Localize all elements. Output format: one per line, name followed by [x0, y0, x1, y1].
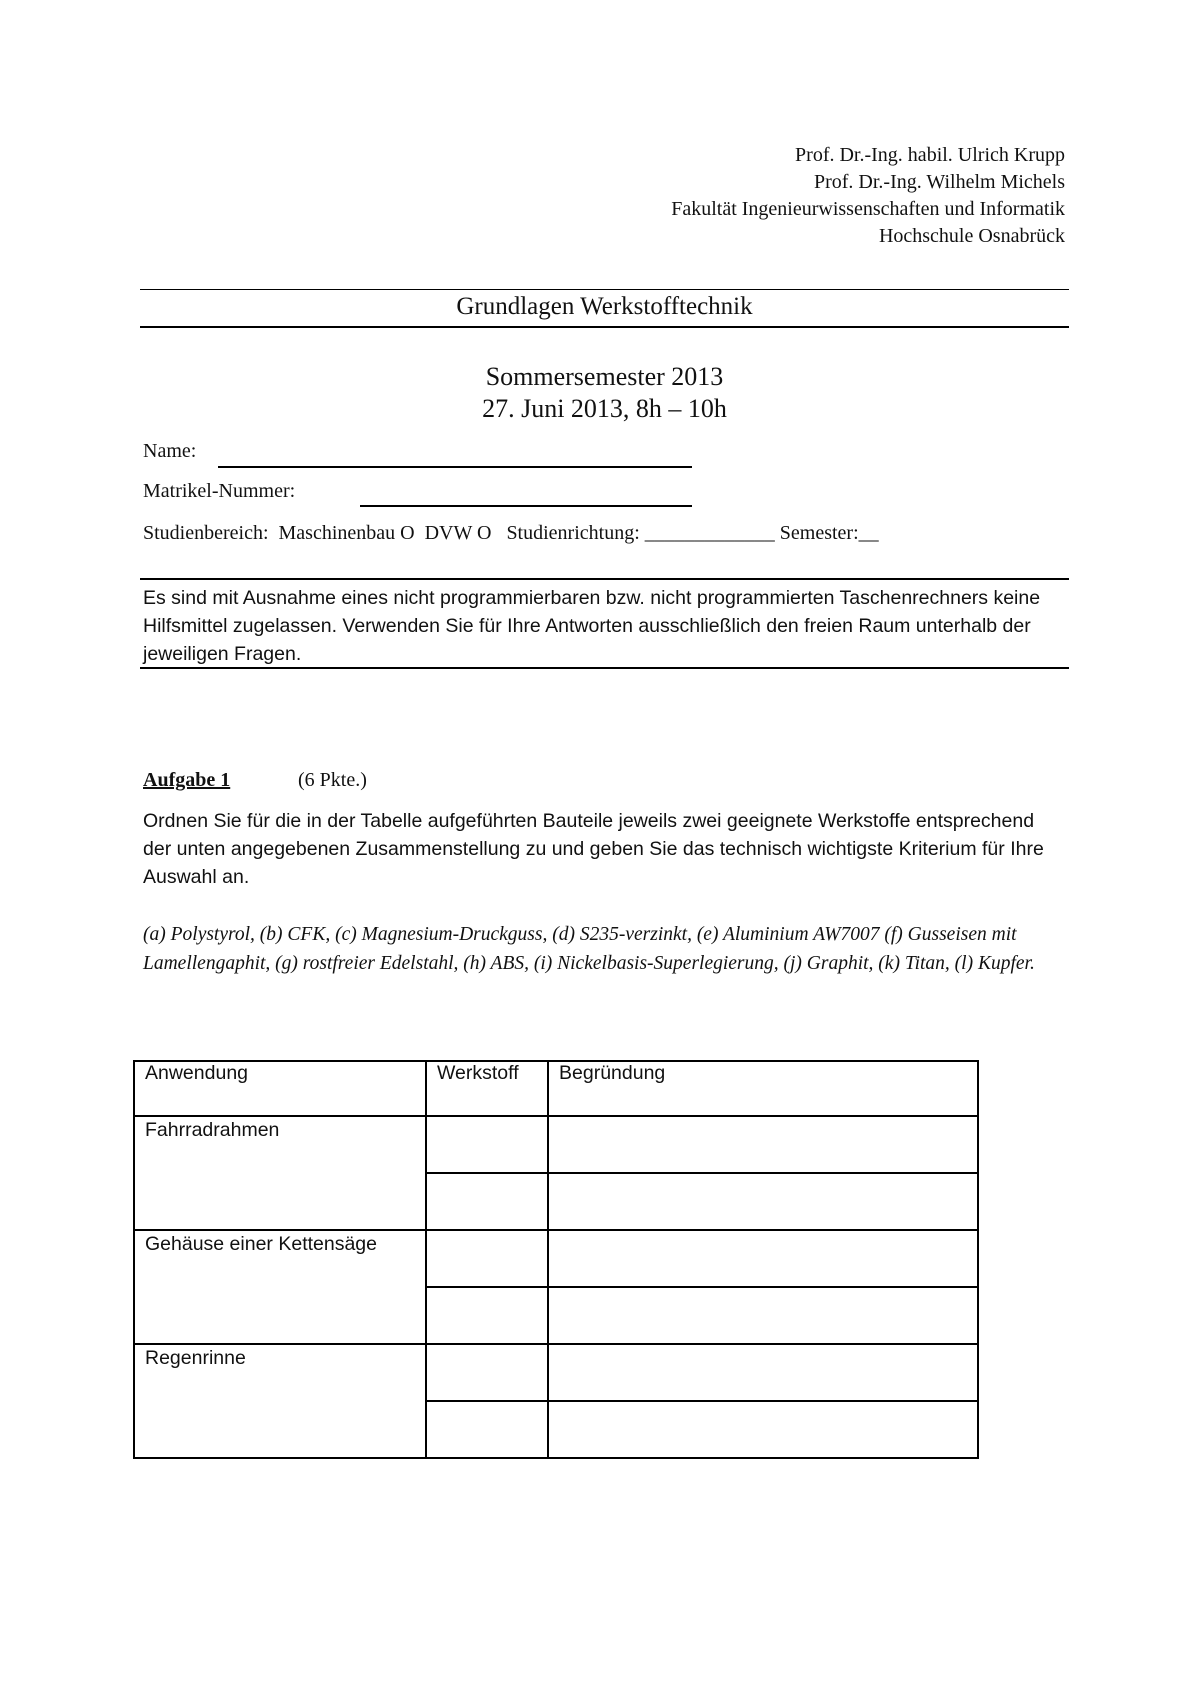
begruendung-cell[interactable] — [548, 1230, 978, 1287]
table-row — [134, 1230, 978, 1287]
answer-table — [133, 1060, 979, 1459]
course-title: Grundlagen Werkstofftechnik — [456, 293, 753, 320]
task-title — [143, 769, 230, 792]
author-line-2: Prof. Dr.-Ing. Wilhelm Michels — [813, 171, 1065, 193]
task-points: (6 Pkte.) — [298, 769, 367, 791]
begruendung-cell[interactable] — [548, 1116, 978, 1173]
materials-list: (a) Polystyrol, (b) CFK, (c) Magnesium-Druckguss, (d) S235-verzinkt, (e) Aluminium AW7007 (f) Gusseisen mit Lamellengaphit, (g) rostfreier Edelstahl, (h) ABS, (i) Nickelbasis-Superlegierung, (j) Graphit, (k) Titan, (l) Kupfer. — [143, 924, 1035, 974]
author-line-1: Prof. Dr.-Ing. habil. Ulrich Krupp — [795, 144, 1065, 166]
university-line: Hochschule Osnabrück — [878, 225, 1065, 247]
werkstoff-cell[interactable] — [426, 1173, 548, 1230]
task-title-label: Aufgabe 1 — [143, 769, 231, 791]
matrikel-field[interactable] — [360, 505, 692, 507]
begruendung-cell[interactable] — [548, 1287, 978, 1344]
divider-course — [140, 326, 1069, 328]
begruendung-cell[interactable] — [548, 1344, 978, 1401]
begruendung-cell[interactable] — [548, 1401, 978, 1458]
table-header-row — [134, 1061, 978, 1116]
divider-note-bottom — [140, 667, 1069, 669]
werkstoff-cell[interactable] — [426, 1116, 548, 1173]
semester-text: Sommersemester 2013 — [485, 362, 724, 391]
werkstoff-cell[interactable] — [426, 1344, 548, 1401]
task-text: Ordnen Sie für die in der Tabelle aufgeführten Bauteile jeweils zwei geeignete Werkstoffe entsprechend der unten angegebenen Zusammenstellung zu und geben Sie das technisch wichtigste Kriterium für Ihre Auswahl an. — [143, 810, 1044, 888]
werkstoff-cell[interactable] — [426, 1230, 548, 1287]
row-label-fahrradrahmen: Fahrradrahmen — [134, 1116, 426, 1230]
header-werkstoff: Werkstoff — [426, 1061, 548, 1116]
matrikel-label: Matrikel-Nummer: — [143, 480, 296, 502]
table-row — [134, 1116, 978, 1173]
exam-date: 27. Juni 2013, 8h – 10h — [482, 394, 727, 423]
header-anwendung: Anwendung — [134, 1061, 426, 1116]
werkstoff-cell[interactable] — [426, 1401, 548, 1458]
faculty-line: Fakultät Ingenieurwissenschaften und Informatik — [671, 198, 1065, 220]
studienbereich-line[interactable]: Studienbereich: Maschinenbau O DVW O Studienrichtung: _____________ Semester:__ — [143, 522, 879, 544]
divider-note-top — [140, 578, 1069, 580]
begruendung-cell[interactable] — [548, 1173, 978, 1230]
table-row — [134, 1344, 978, 1401]
divider-top — [140, 289, 1069, 290]
header-begruendung: Begründung — [548, 1061, 978, 1116]
instructions-note: Es sind mit Ausnahme eines nicht programmierbaren bzw. nicht programmierten Taschenrechners keine Hilfsmittel zugelassen. Verwenden Sie für Ihre Antworten ausschließlich den freien Raum unterhalb der jeweiligen Fragen. — [143, 587, 1041, 665]
name-label: Name: — [143, 440, 197, 462]
name-field[interactable] — [218, 466, 692, 468]
author-block — [671, 142, 1065, 250]
row-label-regenrinne: Regenrinne — [134, 1344, 426, 1458]
row-label-kettensaege: Gehäuse einer Kettensäge — [134, 1230, 426, 1344]
werkstoff-cell[interactable] — [426, 1287, 548, 1344]
